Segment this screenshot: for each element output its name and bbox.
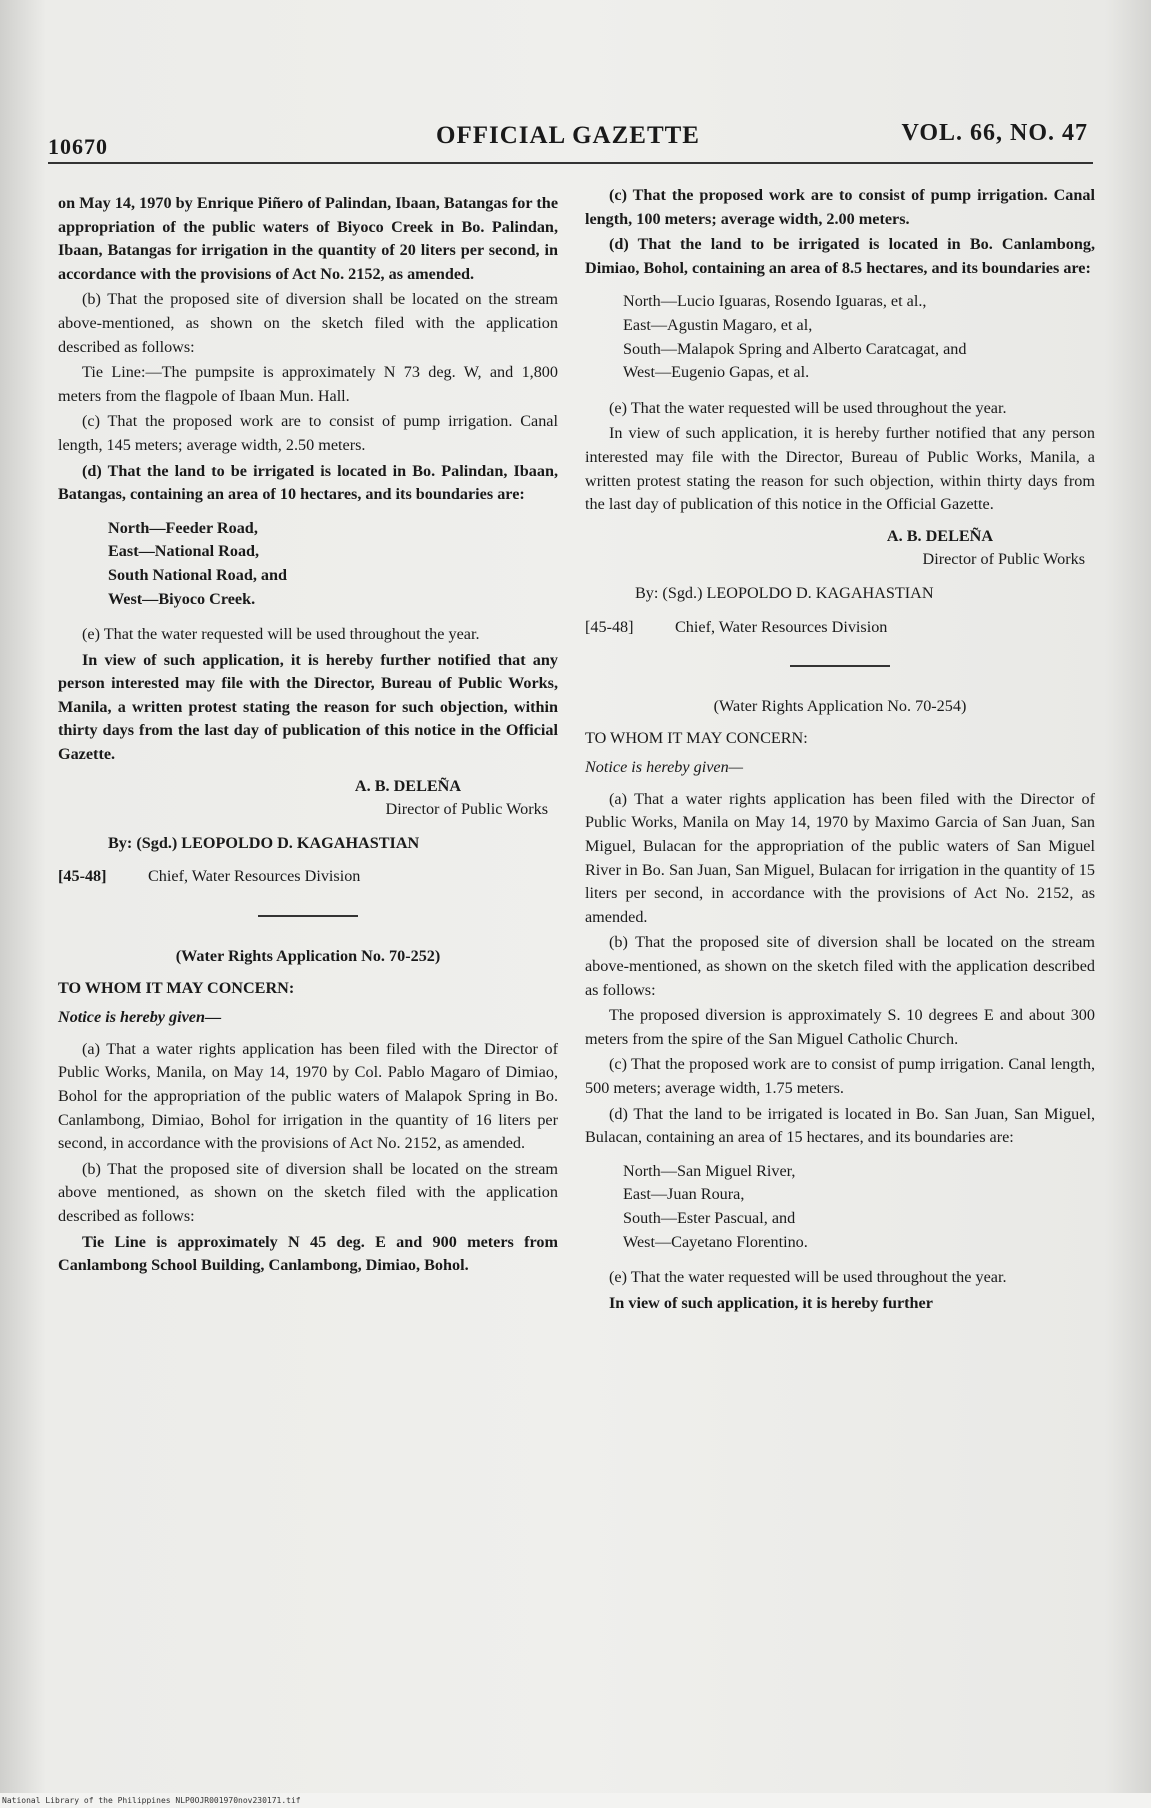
paragraph: (e) That the water requested will be used throughout the year. bbox=[82, 625, 480, 644]
paragraph: (c) That the proposed work are to consist of pump irrigation. Canal length, 100 meters; average width, 2.00 meters. bbox=[585, 186, 1095, 228]
right-column bbox=[585, 184, 1095, 1317]
issue-range: [45-48] bbox=[58, 867, 107, 886]
list-item: South—Malapok Spring and Alberto Caratcagat, and bbox=[623, 339, 967, 358]
notice-line: Notice is hereby given— bbox=[58, 1008, 222, 1027]
paragraph: The proposed diversion is approximately S. 10 degrees E and about 300 meters from the spire of the San Miguel Catholic Church. bbox=[585, 1006, 1095, 1048]
paragraph: (d) That the land to be irrigated is located in Bo. San Juan, San Miguel, Bulacan, containing an area of 15 hectares, and its boundaries are: bbox=[585, 1104, 1095, 1147]
paragraph: (c) That the proposed work are to consist of pump irrigation. Canal length, 145 meters; average width, 2.50 meters. bbox=[58, 412, 558, 454]
salutation: TO WHOM IT MAY CONCERN: bbox=[58, 978, 295, 997]
section-divider bbox=[790, 665, 890, 667]
paragraph: Tie Line:—The pumpsite is approximately N 73 deg. W, and 1,800 meters from the flagpole of Ibaan Mun. Hall. bbox=[58, 363, 558, 405]
page-number: 10670 bbox=[48, 134, 108, 159]
header-rule bbox=[48, 162, 1093, 164]
list-item: East—Agustin Magaro, et al, bbox=[623, 315, 813, 334]
list-item: South National Road, and bbox=[108, 565, 288, 584]
list-item: East—National Road, bbox=[108, 542, 260, 561]
by-row bbox=[585, 616, 1095, 640]
left-column bbox=[58, 192, 558, 1280]
signature-block bbox=[585, 525, 1095, 572]
notice-line: Notice is hereby given— bbox=[585, 758, 744, 777]
application-title: (Water Rights Application No. 70-252) bbox=[175, 947, 441, 966]
salutation: TO WHOM IT MAY CONCERN: bbox=[585, 728, 808, 747]
paragraph: In view of such application, it is hereby further notified that any person interested may file with the Director, Bureau of Public Works, Manila, a written protest stating the reason for such objection, within thirty days from the last day of publication of this notice in the Official Gazette. bbox=[58, 650, 558, 764]
issue-range: [45-48] bbox=[585, 617, 634, 636]
paragraph: (e) That the water requested will be used throughout the year. bbox=[609, 1268, 1007, 1287]
signatory-title: Director of Public Works bbox=[922, 550, 1085, 569]
paragraph: (e) That the water requested will be used throughout the year. bbox=[609, 398, 1007, 417]
by-line: By: (Sgd.) LEOPOLDO D. KAGAHASTIAN bbox=[108, 833, 420, 852]
signature-block bbox=[58, 775, 558, 822]
by-title: Chief, Water Resources Division bbox=[675, 617, 888, 636]
paragraph: (b) That the proposed site of diversion shall be located on the stream above-mentioned, as shown on the sketch filed with the application described as follows: bbox=[585, 933, 1095, 999]
paragraph: (a) That a water rights application has been filed with the Director of Public Works, Manila on May 14, 1970 by Maximo Garcia of San Juan, San Miguel, Bulacan for the appropriation of the public waters of San Miguel River in Bo. San Juan, San Miguel, Bulacan for irrigation in the quantity of 15 liters per second, in accordance with the provisions of Act No. 2152, as amended. bbox=[585, 789, 1095, 926]
list-item: North—Lucio Iguaras, Rosendo Iguaras, et al., bbox=[623, 292, 927, 311]
list-item: South—Ester Pascual, and bbox=[623, 1208, 796, 1227]
signatory-title: Director of Public Works bbox=[385, 800, 548, 819]
paragraph: Tie Line is approximately N 45 deg. E and 900 meters from Canlambong School Building, Canlambong, Dimiao, Bohol. bbox=[58, 1232, 558, 1275]
section-divider bbox=[258, 915, 358, 917]
boundaries-list bbox=[623, 290, 1095, 384]
by-line: By: (Sgd.) LEOPOLDO D. KAGAHASTIAN bbox=[635, 583, 934, 602]
paragraph: (b) That the proposed site of diversion shall be located on the stream above-mentioned, as shown on the sketch filed with the application described as follows: bbox=[58, 290, 558, 356]
paragraph: In view of such application, it is hereby further notified that any person interested may file with the Director, Bureau of Public Works, Manila, a written protest stating the reason for such objection, within thirty days from the last day of publication of this notice in the Official Gazette. bbox=[585, 424, 1095, 514]
list-item: North—San Miguel River, bbox=[623, 1161, 796, 1180]
paragraph: (a) That a water rights application has been filed with the Director of Public Works, Manila, on May 14, 1970 by Col. Pablo Magaro of Dimiao, Bohol for the appropriation of the public waters of Malapok Spring in Bo. Canlambong, Dimiao, Bohol for irrigation in the quantity of 16 liters per second, in accordance with the provisions of Act No. 2152, as amended. bbox=[58, 1039, 558, 1153]
signatory-name: A. B. DELEÑA bbox=[354, 776, 462, 795]
boundaries-list bbox=[623, 1160, 1095, 1254]
volume-label: VOL. 66, NO. 47 bbox=[901, 120, 1088, 146]
paragraph: (d) That the land to be irrigated is located in Bo. Palindan, Ibaan, Batangas, containing an area of 10 hectares, and its boundaries are: bbox=[58, 461, 558, 504]
by-row bbox=[58, 865, 558, 889]
list-item: East—Juan Roura, bbox=[623, 1185, 745, 1204]
paragraph: (c) That the proposed work are to consist of pump irrigation. Canal length, 500 meters; average width, 1.75 meters. bbox=[585, 1055, 1095, 1097]
publication-title: OFFICIAL GAZETTE bbox=[436, 122, 700, 149]
page-header bbox=[48, 118, 1088, 158]
signatory-name: A. B. DELEÑA bbox=[886, 526, 994, 545]
application-title: (Water Rights Application No. 70-254) bbox=[713, 697, 967, 716]
boundaries-list bbox=[108, 517, 558, 611]
paragraph: In view of such application, it is hereby further bbox=[609, 1293, 933, 1312]
list-item: West—Biyoco Creek. bbox=[108, 589, 256, 608]
by-title: Chief, Water Resources Division bbox=[148, 867, 361, 886]
list-item: West—Cayetano Florentino. bbox=[623, 1232, 808, 1251]
list-item: North—Feeder Road, bbox=[108, 518, 258, 537]
paragraph: on May 14, 1970 by Enrique Piñero of Palindan, Ibaan, Batangas for the appropriation of the public waters of Biyoco Creek in Bo. Palindan, Ibaan, Batangas for irrigation in the quantity of 20 liters per second, in accordance with the provisions of Act No. 2152, as amended. bbox=[58, 194, 558, 283]
list-item: West—Eugenio Gapas, et al. bbox=[623, 363, 810, 382]
paragraph: (b) That the proposed site of diversion shall be located on the stream above mentioned, as shown on the sketch filed with the application described as follows: bbox=[58, 1159, 558, 1225]
scan-footer: National Library of the Philippines NLP0OJR001970nov230171.tif bbox=[0, 1793, 1151, 1808]
paragraph: (d) That the land to be irrigated is located in Bo. Canlambong, Dimiao, Bohol, containing an area of 8.5 hectares, and its boundaries are: bbox=[585, 235, 1095, 277]
